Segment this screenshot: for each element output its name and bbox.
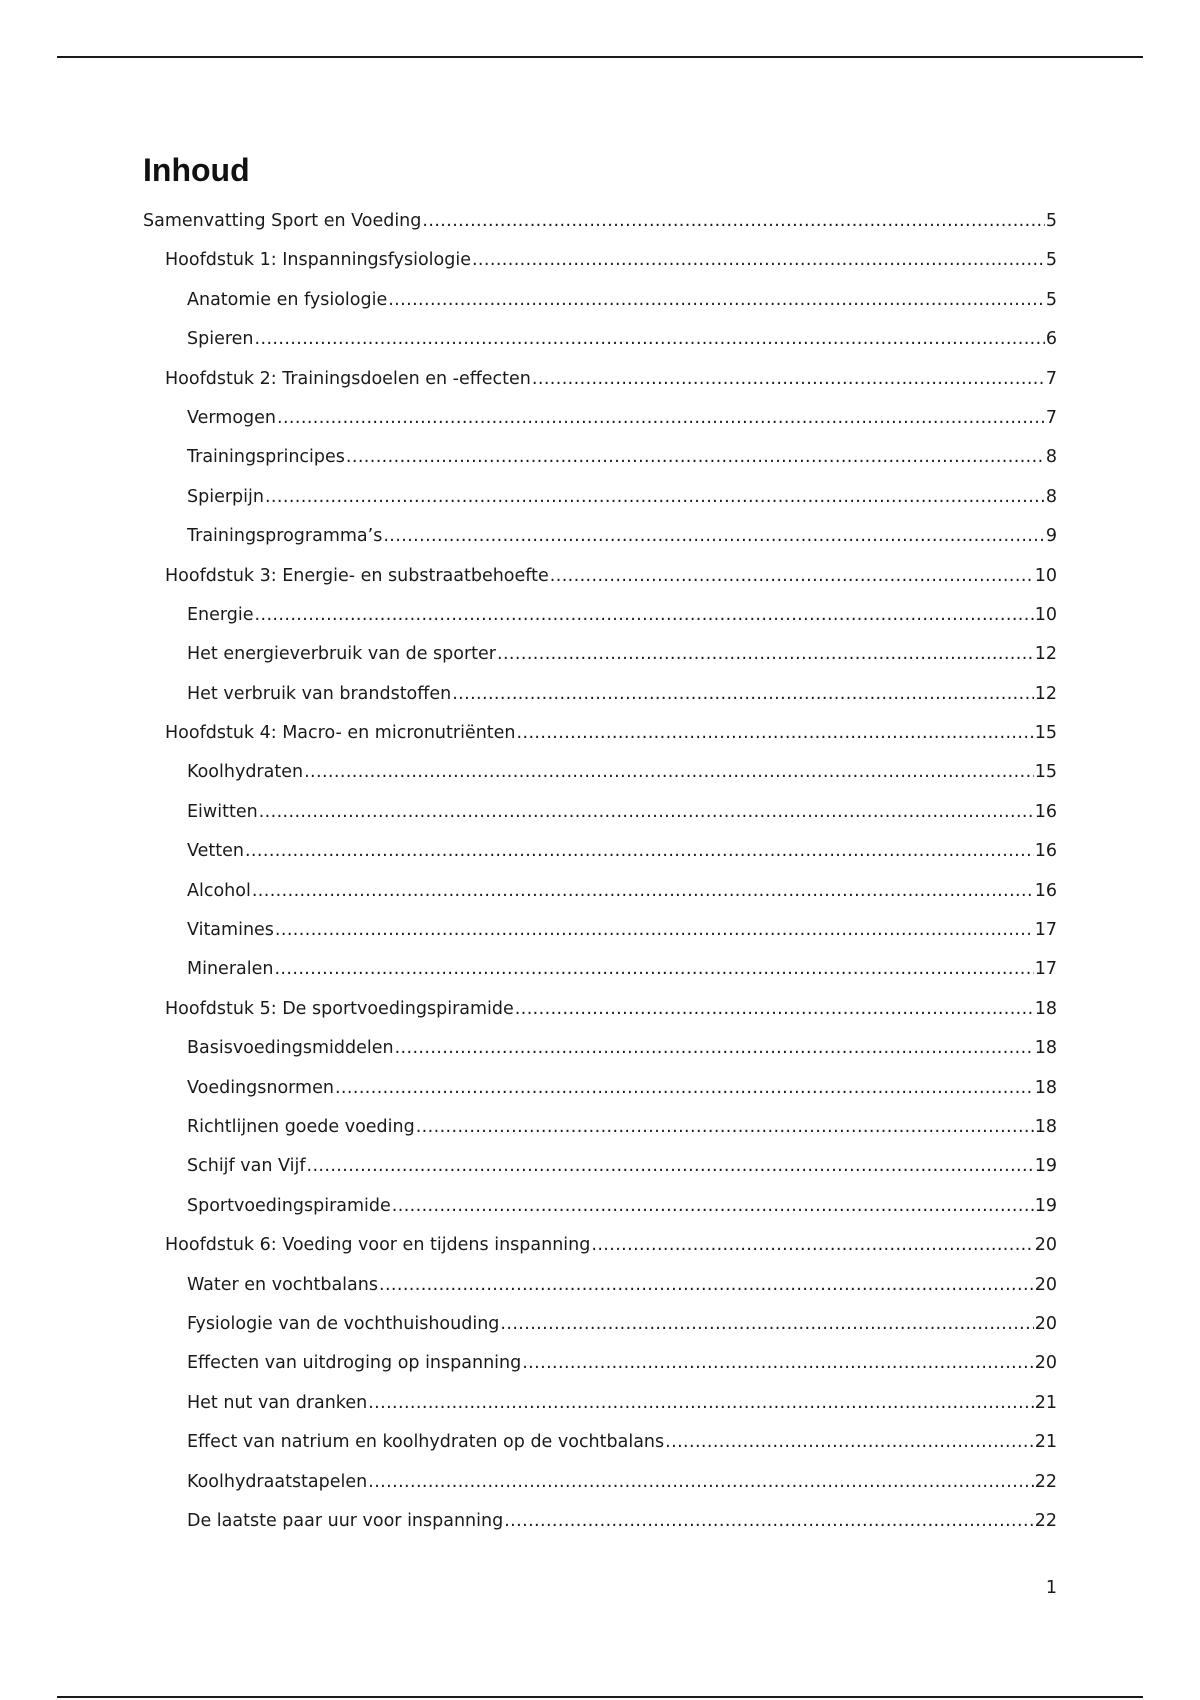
toc-entry-page: 20	[1034, 1313, 1057, 1334]
toc-entry-text: Spierpijn	[187, 486, 264, 507]
toc-dot-leader	[504, 1502, 1034, 1541]
toc-entry-page: 7	[1045, 407, 1057, 428]
toc-entry-text: Hoofdstuk 6: Voeding voor en tijdens inspanning	[165, 1235, 591, 1256]
toc-entry-page: 21	[1034, 1432, 1057, 1453]
toc-entry-page: 8	[1045, 447, 1057, 468]
toc-entry-page: 10	[1034, 565, 1057, 586]
toc-entry-page: 20	[1034, 1274, 1057, 1295]
toc-entry-text: Anatomie en fysiologie	[187, 289, 388, 310]
toc-dot-leader	[532, 360, 1045, 399]
toc-entry-page: 16	[1034, 841, 1057, 862]
toc-entry[interactable]	[143, 241, 1057, 280]
toc-entry-page: 18	[1034, 1077, 1057, 1098]
toc-entry-page: 19	[1034, 1156, 1057, 1177]
toc-entry-text: Mineralen	[187, 959, 274, 980]
toc-entry-text: Eiwitten	[187, 801, 258, 822]
toc-entry-page: 16	[1034, 880, 1057, 901]
toc-entry-text: Sportvoedingspiramide	[187, 1195, 391, 1216]
toc-dot-leader	[517, 714, 1034, 753]
toc-entry-page: 18	[1034, 998, 1057, 1019]
toc-dot-leader	[368, 1384, 1034, 1423]
toc-entry[interactable]	[143, 832, 1057, 871]
toc-entry-text: Basisvoedingsmiddelen	[187, 1038, 394, 1059]
toc-dot-leader	[379, 1266, 1034, 1305]
toc-entry-text: Vitamines	[187, 920, 274, 941]
toc-entry[interactable]	[143, 1108, 1057, 1147]
toc-entry-page: 18	[1034, 1038, 1057, 1059]
toc-entry[interactable]	[143, 281, 1057, 320]
toc-entry[interactable]	[143, 1384, 1057, 1423]
toc-dot-leader	[422, 202, 1044, 241]
toc-entry-text: Alcohol	[187, 880, 251, 901]
toc-entry-text: Voedingsnormen	[187, 1077, 334, 1098]
header-rule	[57, 56, 1143, 58]
toc-entry-text: Trainingsprincipes	[187, 447, 345, 468]
toc-entry[interactable]	[143, 399, 1057, 438]
toc-entry-page: 10	[1034, 604, 1057, 625]
toc-dot-leader	[255, 320, 1045, 359]
toc-dot-leader	[497, 635, 1034, 674]
toc-dot-leader	[277, 399, 1045, 438]
toc-entry-text: Hoofdstuk 5: De sportvoedingspiramide	[165, 998, 514, 1019]
toc-entry-page: 15	[1034, 762, 1057, 783]
toc-entry-page: 18	[1034, 1116, 1057, 1137]
toc-entry-text: Vetten	[187, 841, 244, 862]
toc-entry-page: 5	[1045, 250, 1057, 271]
toc-entry-text: Hoofdstuk 1: Inspanningsfysiologie	[165, 250, 471, 271]
toc-title: Inhoud	[143, 152, 250, 188]
toc-entry[interactable]	[143, 1069, 1057, 1108]
toc-entry[interactable]	[143, 1344, 1057, 1383]
toc-entry-page: 16	[1034, 801, 1057, 822]
toc-dot-leader	[252, 872, 1034, 911]
toc-entry[interactable]	[143, 320, 1057, 359]
toc-entry-page: 12	[1034, 644, 1057, 665]
toc-entry-text: Samenvatting Sport en Voeding	[143, 211, 422, 231]
toc-dot-leader	[416, 1108, 1034, 1147]
toc-entry[interactable]	[143, 1147, 1057, 1186]
toc-entry[interactable]	[143, 911, 1057, 950]
toc-dot-leader	[472, 241, 1045, 280]
toc-entry-text: Energie	[187, 604, 254, 625]
toc-entry[interactable]	[143, 1463, 1057, 1502]
toc-entry[interactable]	[143, 675, 1057, 714]
toc-entry-page: 17	[1034, 920, 1057, 941]
toc-dot-leader	[550, 557, 1034, 596]
toc-dot-leader	[255, 596, 1034, 635]
toc-entry-page: 21	[1034, 1392, 1057, 1413]
toc-entry[interactable]	[143, 1305, 1057, 1344]
toc-dot-leader	[304, 753, 1034, 792]
toc-entry[interactable]	[143, 1266, 1057, 1305]
page-number: 1	[1045, 1578, 1057, 1598]
toc-entry-page: 5	[1045, 289, 1057, 310]
toc-entry-text: Hoofdstuk 2: Trainingsdoelen en -effecten	[165, 368, 531, 389]
toc-entry-text: Effecten van uitdroging op inspanning	[187, 1353, 522, 1374]
toc-entry-text: Het nut van dranken	[187, 1392, 368, 1413]
toc-dot-leader	[522, 1344, 1034, 1383]
toc-entry-text: Fysiologie van de vochthuishouding	[187, 1313, 500, 1334]
toc-entry-page: 20	[1034, 1353, 1057, 1374]
toc-entry-text: Richtlijnen goede voeding	[187, 1116, 415, 1137]
toc-entry[interactable]	[143, 1226, 1057, 1265]
document-page	[143, 150, 1057, 1541]
toc-list	[143, 202, 1057, 1541]
toc-dot-leader	[245, 832, 1034, 871]
toc-entry-page: 22	[1034, 1471, 1057, 1492]
toc-dot-leader	[259, 793, 1034, 832]
toc-entry-page: 20	[1034, 1235, 1057, 1256]
toc-entry[interactable]	[143, 517, 1057, 556]
toc-entry-page: 7	[1045, 368, 1057, 389]
toc-entry-page: 17	[1034, 959, 1057, 980]
toc-entry-text: Vermogen	[187, 407, 276, 428]
toc-entry-text: Het verbruik van brandstoffen	[187, 683, 452, 704]
toc-entry-text: Spieren	[187, 329, 254, 350]
toc-entry-text: Effect van natrium en koolhydraten op de vochtbalans	[187, 1432, 665, 1453]
toc-entry-text: Water en vochtbalans	[187, 1274, 378, 1295]
toc-dot-leader	[500, 1305, 1033, 1344]
toc-entry-page: 5	[1045, 211, 1057, 231]
toc-entry-page: 12	[1034, 683, 1057, 704]
toc-dot-leader	[306, 1147, 1033, 1186]
toc-entry-text: Hoofdstuk 4: Macro- en micronutriënten	[165, 723, 516, 744]
toc-dot-leader	[591, 1226, 1033, 1265]
toc-entry-page: 19	[1034, 1195, 1057, 1216]
toc-entry[interactable]	[143, 872, 1057, 911]
toc-entry-text: Koolhydraten	[187, 762, 304, 783]
toc-entry-text: Koolhydraatstapelen	[187, 1471, 368, 1492]
toc-dot-leader	[275, 911, 1034, 950]
toc-entry-text: Hoofdstuk 3: Energie- en substraatbehoefte	[165, 565, 549, 586]
toc-entry[interactable]	[143, 596, 1057, 635]
toc-dot-leader	[452, 675, 1034, 714]
footer-rule	[57, 1696, 1143, 1698]
toc-entry[interactable]	[143, 753, 1057, 792]
toc-entry[interactable]	[143, 714, 1057, 753]
toc-entry-text: Schijf van Vijf	[187, 1156, 306, 1177]
toc-entry-text: Het energieverbruik van de sporter	[187, 644, 496, 665]
toc-entry[interactable]	[143, 1502, 1057, 1541]
toc-dot-leader	[515, 990, 1034, 1029]
toc-dot-leader	[395, 1029, 1034, 1068]
toc-entry[interactable]	[143, 438, 1057, 477]
toc-dot-leader	[368, 1463, 1033, 1502]
toc-entry-page: 15	[1034, 723, 1057, 744]
toc-entry[interactable]	[143, 635, 1057, 674]
toc-entry-page: 9	[1045, 526, 1057, 547]
toc-dot-leader	[335, 1069, 1034, 1108]
toc-dot-leader	[665, 1423, 1034, 1462]
toc-entry[interactable]	[143, 793, 1057, 832]
toc-entry[interactable]	[143, 1029, 1057, 1068]
toc-entry[interactable]	[143, 478, 1057, 517]
toc-entry[interactable]	[143, 1423, 1057, 1462]
toc-entry-text: Trainingsprogramma’s	[187, 526, 383, 547]
toc-dot-leader	[383, 517, 1045, 556]
toc-entry-page: 6	[1045, 329, 1057, 350]
toc-entry[interactable]	[143, 950, 1057, 989]
toc-entry[interactable]	[143, 990, 1057, 1029]
toc-entry-text: De laatste paar uur voor inspanning	[187, 1510, 504, 1531]
toc-entry[interactable]	[143, 360, 1057, 399]
toc-dot-leader	[388, 281, 1045, 320]
toc-entry-page: 8	[1045, 486, 1057, 507]
toc-entry[interactable]	[143, 557, 1057, 596]
toc-entry-page: 22	[1034, 1510, 1057, 1531]
toc-dot-leader	[346, 438, 1045, 477]
toc-dot-leader	[265, 478, 1045, 517]
toc-entry[interactable]	[143, 202, 1057, 241]
toc-dot-leader	[274, 950, 1033, 989]
toc-dot-leader	[392, 1187, 1034, 1226]
toc-entry[interactable]	[143, 1187, 1057, 1226]
